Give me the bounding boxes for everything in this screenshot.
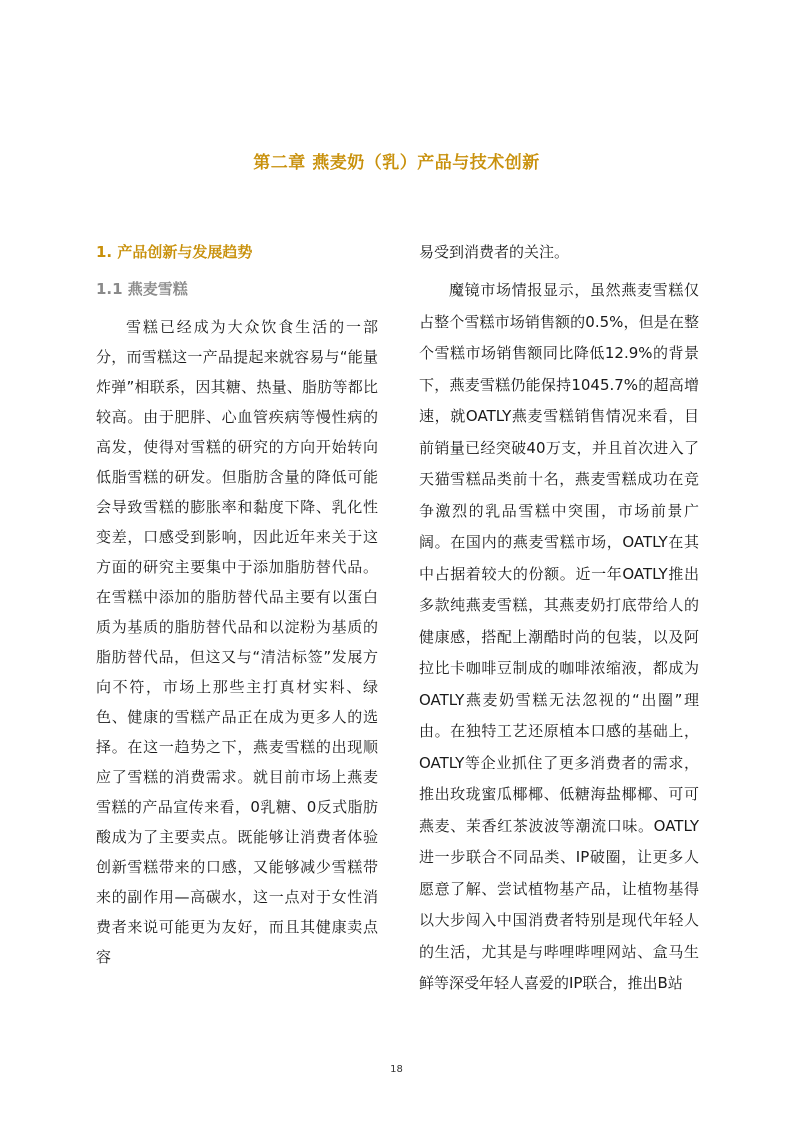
continued-paragraph: 易受到消费者的关注。	[419, 243, 570, 261]
body-paragraph: 魔镜市场情报显示，虽然燕麦雪糕仅占整个雪糕市场销售额的0.5%，但是在整个雪糕市场销售额同比降低12.9%的背景下，燕麦雪糕仍能保持1045.7%的超高增速，就OATLY燕麦雪糕销售情况来看，目前销量已经突破40万支，并且首次进入了天猫雪糕品类前十名，燕麦雪糕成功在竞争激烈的乳品雪糕中突围，市场前景广阔。在国内的燕麦雪糕市场，OATLY在其中占据着较大的份额。近一年OATLY推出多款纯燕麦雪糕，其燕麦奶打底带给人的健康感，搭配上潮酷时尚的包装，以及阿拉比卡咖啡豆制成的咖啡浓缩液，都成为OATLY燕麦奶雪糕无法忽视的“出圈”理由。在独特工艺还原植本口感的基础上，OATLY等企业抓住了更多消费者的需求，推出玫珑蜜瓜椰椰、低糖海盐椰椰、可可燕麦、茉香红茶波波等潮流口味。OATLY进一步联合不同品类、IP破圈，让更多人愿意了解、尝试植物基产品，让植物基得以大步闯入中国消费者特别是现代年轻人的生活，尤其是与哔哩哔哩网站、盒马生鲜等深受年轻人喜爱的IP联合，推出B站	[419, 281, 699, 992]
subsection-heading: 1.1 燕麦雪糕	[96, 280, 188, 298]
page-number: 18	[390, 1064, 403, 1075]
left-column	[96, 237, 378, 972]
right-column	[419, 237, 699, 1000]
section-heading: 1. 产品创新与发展趋势	[96, 243, 253, 261]
body-paragraph: 雪糕已经成为大众饮食生活的一部分，而雪糕这一产品提起来就容易与“能量炸弹”相联系，因其糖、热量、脂肪等都比较高。由于肥胖、心血管疾病等慢性病的高发，使得对雪糕的研究的方向开始转向低脂雪糕的研发。但脂肪含量的降低可能会导致雪糕的膨胀率和黏度下降、乳化性变差，口感受到影响，因此近年来关于这方面的研究主要集中于添加脂肪替代品。在雪糕中添加的脂肪替代品主要有以蛋白质为基质的脂肪替代品和以淀粉为基质的脂肪替代品，但这又与“清洁标签”发展方向不符，市场上那些主打真材实料、绿色、健康的雪糕产品正在成为更多人的选择。在这一趋势之下，燕麦雪糕的出现顺应了雪糕的消费需求。就目前市场上燕麦雪糕的产品宣传来看，0乳糖、0反式脂肪酸成为了主要卖点。既能够让消费者体验创新雪糕带来的口感，又能够减少雪糕带来的副作用—高碳水，这一点对于女性消费者来说可能更为友好，而且其健康卖点容	[96, 318, 378, 966]
chapter-title: 第二章 燕麦奶（乳）产品与技术创新	[253, 153, 540, 173]
